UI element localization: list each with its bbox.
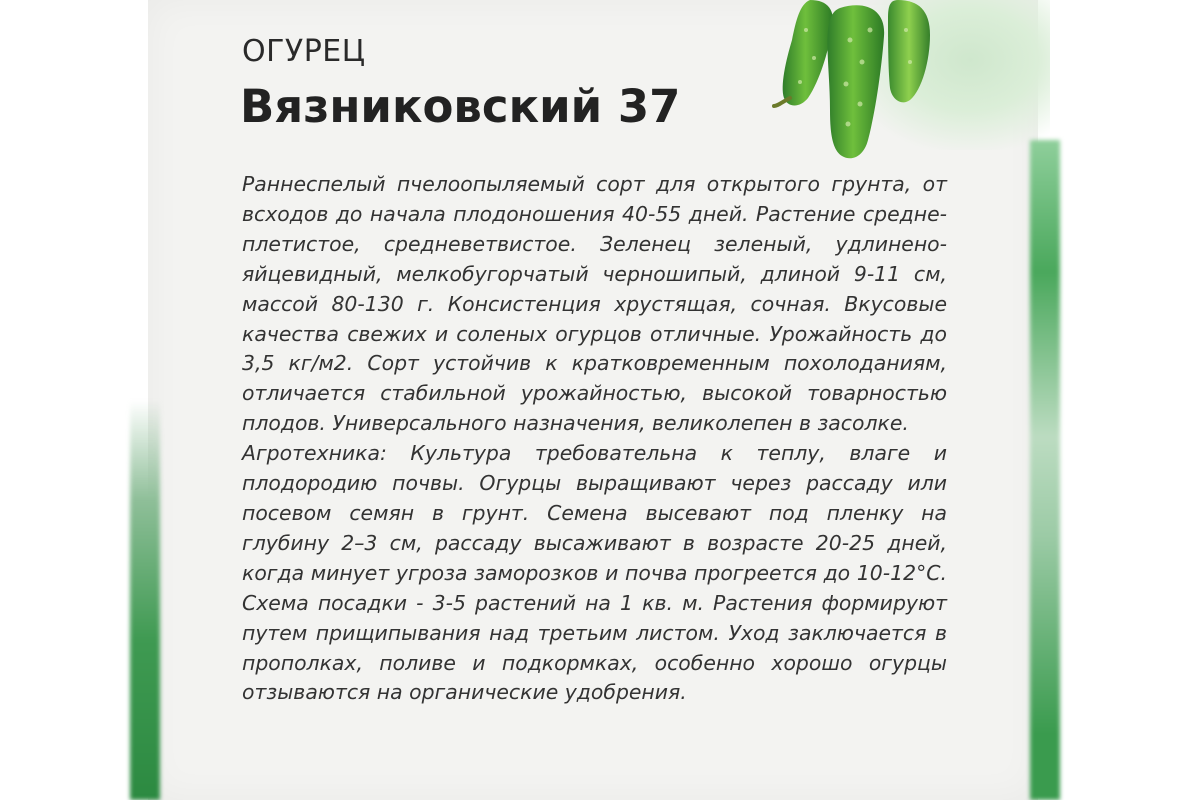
cucumber-icon [770,0,950,165]
description-block [242,170,947,708]
product-category: ОГУРЕЦ [242,34,366,69]
variety-title: Вязниковский 37 [240,80,681,133]
packet-right-edge-art [1030,140,1060,800]
agrotechnics-paragraph: Агротехника: Культура требовательна к теплу, влаге и плодородию почвы. Огурцы выращивают через рассаду или посевом семян в грунт. Семена высевают под пленку на глубину 2–3 см, рассаду высаживают в возрасте 20-25 дней, когда минует угроза заморозков и почва прогреется до 10-12°С. Схема посадки - 3-5 растений на 1 кв. м. Растения формируют путем прищипывания над третьим листом. Уход заключается в прополках, поливе и подкормках, особенно хорошо огурцы отзываются на органические удобрения. [242,441,947,705]
description-paragraph: Раннеспелый пчелоопыляемый сорт для открытого грунта, от всходов до начала плодоношения 40-55 дней. Растение средне-плетистое, средневетвистое. Зеленец зеленый, удлинено-яйцевидный, мелкобугорчатый черношипый, длиной 9-11 см, массой 80-130 г. Консистенция хрустящая, сочная. Вкусовые качества свежих и соленых огурцов отличные. Урожайность до 3,5 кг/м2. Сорт устойчив к кратковременным похолоданиям, отличается стабильной урожайностью, высокой товарностью плодов. Универсального назначения, великолепен в засолке. [242,172,947,436]
packet-left-edge-art [130,400,160,800]
